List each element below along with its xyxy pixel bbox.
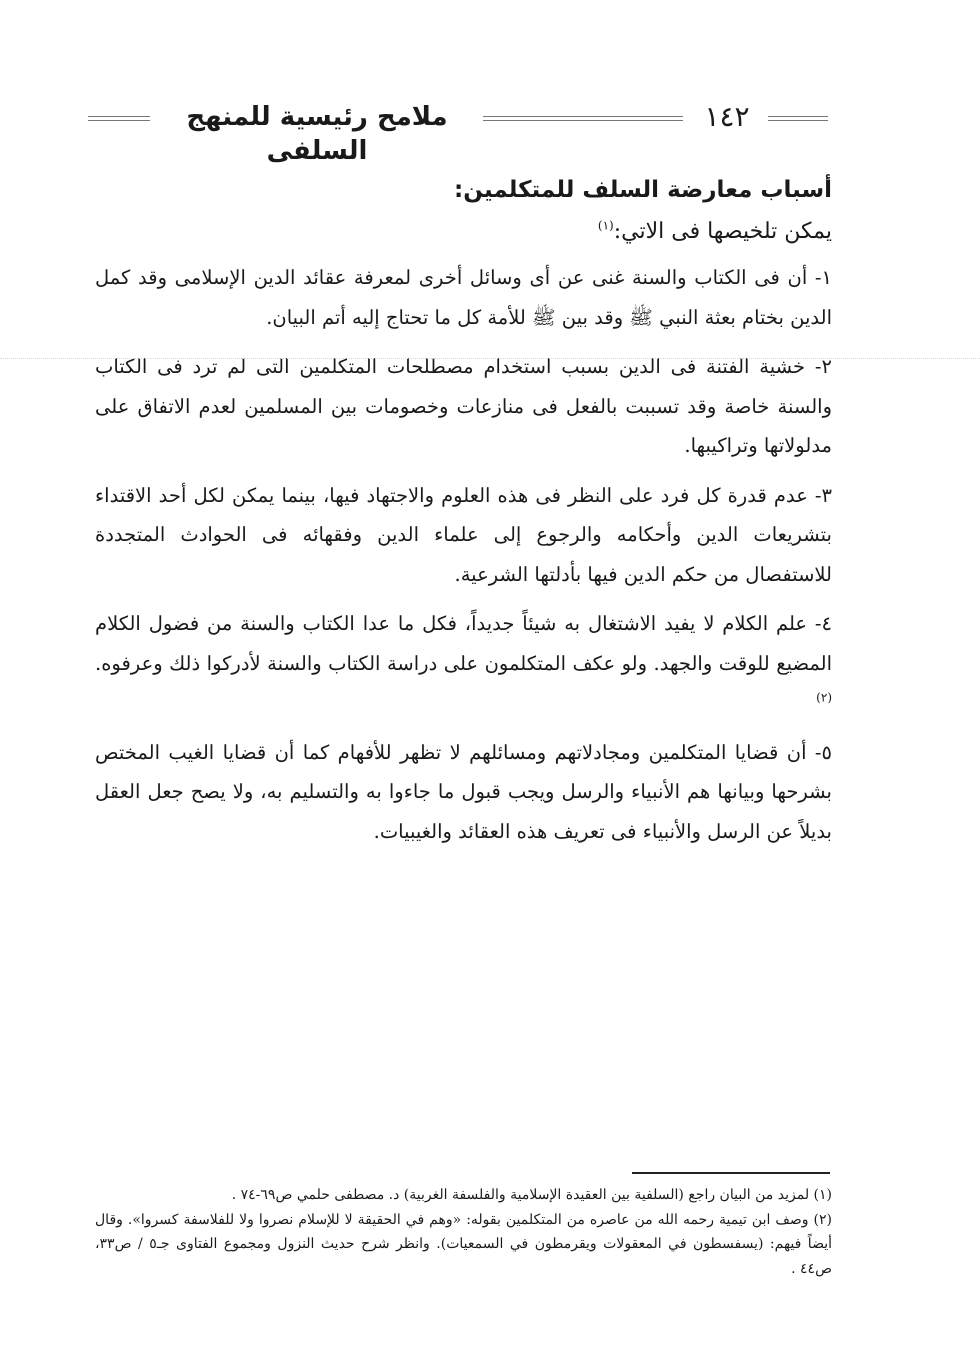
header-rule-middle — [483, 116, 683, 121]
footnotes — [95, 1183, 832, 1281]
section-heading: أسباب معارضة السلف للمتكلمين: — [454, 177, 832, 203]
paragraph-4-text: ٤- علم الكلام لا يفيد الاشتغال به شيئاً جديداً، فكل ما عدا الكتاب والسنة من فضول الكلام المضيع للوقت والجهد. ولو عكف المتكلمون على دراسة الكتاب والسنة لأدركوا ذلك وعرفوه. — [95, 612, 832, 675]
running-header — [88, 100, 828, 166]
footnote-2: (٢) وصف ابن تيمية رحمه الله من عاصره من المتكلمين بقوله: «وهم في الحقيقة لا للإسلام نصروا ولا للفلاسفة كسروا». وقال أيضاً فيهم: (يسفسطون في المعقولات ويقرمطون في السمعيات). وانظر شرح حديث النزول ومجموع الفتاوى جـ٥ / ص٣٣، ص٤٤ . — [95, 1211, 833, 1277]
running-title: ملامح رئيسية للمنهج السلفى — [186, 102, 448, 166]
header-rule-left — [88, 116, 150, 121]
intro-line — [95, 212, 832, 252]
paragraph-1: ١- أن فى الكتاب والسنة غنى عن أى وسائل أخرى لمعرفة عقائد الدين الإسلامى وقد كمل الدين بختام بعثة النبي ﷺ وقد بين ﷺ للأمة كل ما تحتاج إليه أتم البيان. — [95, 266, 832, 329]
page-body — [95, 170, 832, 861]
footnote-1: (١) لمزيد من البيان راجع (السلفية بين العقيدة الإسلامية والفلسفة الغربية) د. مصطفى حلمي ص٦٩-٧٤ . — [231, 1187, 832, 1203]
intro-text: يمكن تلخيصها فى الاتي: — [613, 219, 832, 244]
paragraph-3: ٣- عدم قدرة كل فرد على النظر فى هذه العلوم والاجتهاد فيها، بينما يمكن لكل أحد الاقتداء بتشريعات الدين وأحكامه والرجوع إلى علماء الدين وفقهائه فى الحوادث المتجددة للاستفصال من حكم الدين فيها بأدلتها الشرعية. — [95, 483, 832, 586]
footnote-ref-1: (١) — [597, 218, 614, 233]
scan-artifact-line — [0, 358, 980, 360]
paragraph-4 — [95, 604, 832, 723]
page-number: ١٤٢ — [704, 100, 750, 133]
footnote-ref-2: (٢) — [816, 690, 832, 705]
paragraph-2: ٢- خشية الفتنة فى الدين بسبب استخدام مصطلحات المتكلمين التى لم ترد فى الكتاب والسنة خاصة وقد تسببت بالفعل فى منازعات وخصومات بين المسلمين لعدم الاتفاق على مدلولاتها وتراكيبها. — [95, 355, 832, 457]
paragraph-5: ٥- أن قضايا المتكلمين ومجادلاتهم ومسائلهم لا تظهر للأفهام كما أن قضايا الغيب المختص بشرحها وبيانها هم الأنبياء والرسل ويجب قبول ما جاءوا به والتسليم به، ولا يصح جعل العقل بديلاً عن الرسل والأنبياء فى تعريف هذه العقائد والغيبيات. — [95, 740, 832, 843]
header-rule-right — [768, 116, 828, 121]
footnote-separator — [632, 1172, 830, 1174]
